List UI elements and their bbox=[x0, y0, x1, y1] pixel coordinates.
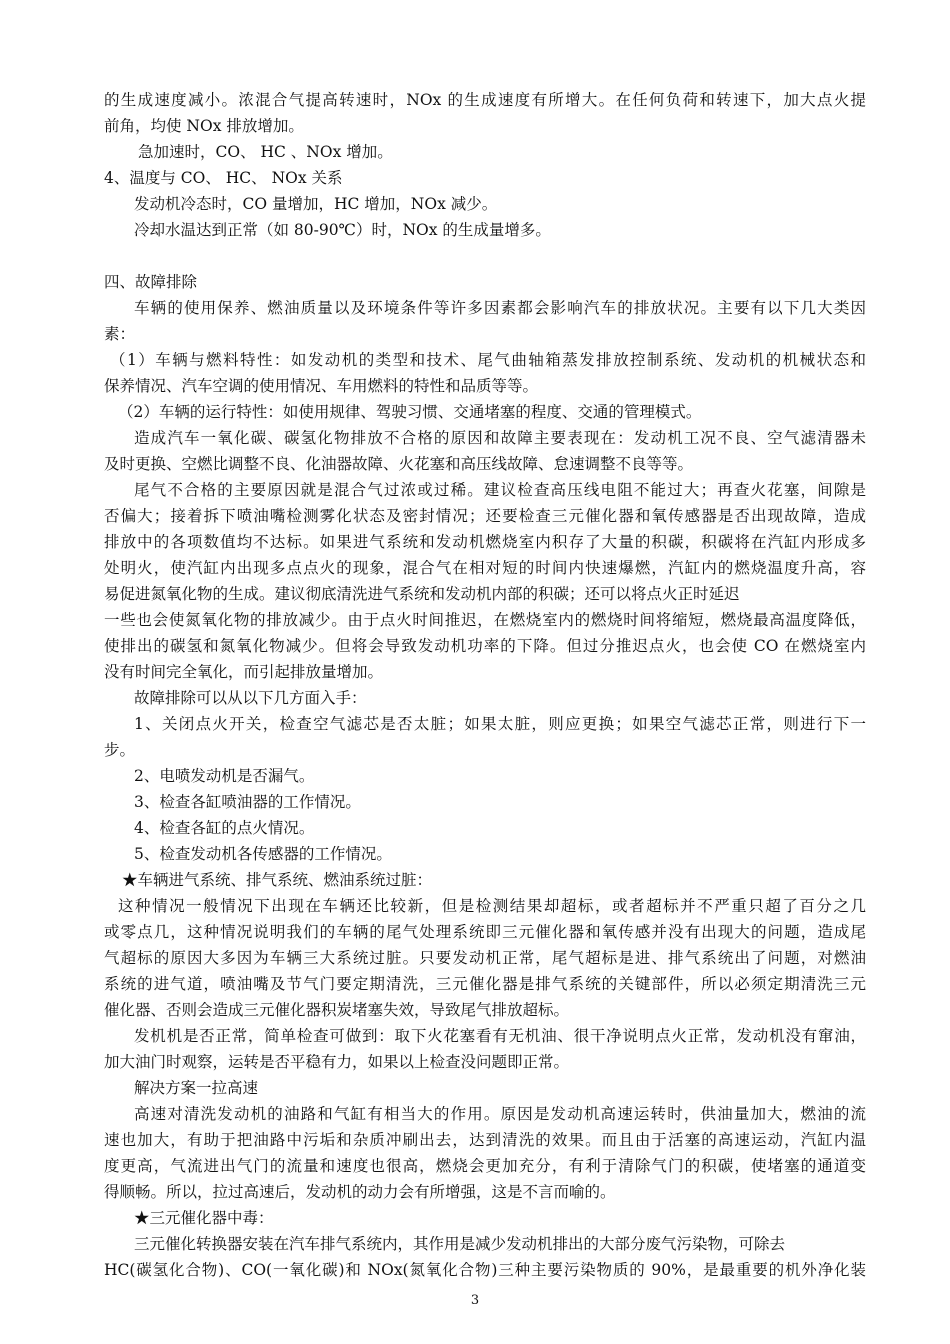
section-heading: 四、故障排除 bbox=[104, 273, 198, 291]
text-line: 急加速时，CO、 HC 、NOx 增加。 bbox=[138, 143, 393, 161]
list-item: 3、检查各缸喷油器的工作情况。 bbox=[134, 793, 361, 811]
text-line: （1）车辆与燃料特性：如发动机的类型和技术、尾气曲轴箱蒸发排放控制系统、发动机的机械状态和 bbox=[110, 351, 866, 369]
section-heading: ★车辆进气系统、排气系统、燃油系统过脏： bbox=[122, 871, 433, 889]
text-line: 尾气不合格的主要原因就是混合气过浓或过稀。建议检查高压线电阻不能过大；再查火花塞，间隙是 bbox=[134, 481, 866, 499]
text-line: 的生成速度减小。浓混合气提高转速时，NOx 的生成速度有所增大。在任何负荷和转速下，加大点火提 bbox=[104, 91, 866, 109]
list-item: 4、检查各缸的点火情况。 bbox=[134, 819, 315, 837]
text-line: 及时更换、空燃比调整不良、化油器故障、火花塞和高压线故障、怠速调整不良等等。 bbox=[104, 455, 694, 473]
text-line: 使排出的碳氢和氮氧化物减少。但将会导致发动机功率的下降。但过分推迟点火，也会使 CO 在燃烧室内 bbox=[104, 637, 866, 655]
text-line: 三元催化转换器安装在汽车排气系统内，其作用是减少发动机排出的大部分废气污染物，可除去 bbox=[134, 1235, 786, 1253]
text-line: 步。 bbox=[104, 741, 136, 759]
text-line: 催化器、否则会造成三元催化器积炭堵塞失效，导致尾气排放超标。 bbox=[104, 1001, 570, 1019]
text-line: 加大油门时观察，运转是否平稳有力，如果以上检查没问题即正常。 bbox=[104, 1053, 570, 1071]
text-line: 车辆的使用保养、燃油质量以及环境条件等许多因素都会影响汽车的排放状况。主要有以下几大类因 bbox=[134, 299, 866, 317]
text-line: （2）车辆的运行特性：如使用规律、驾驶习惯、交通堵塞的程度、交通的管理模式。 bbox=[118, 403, 702, 421]
text-line: 故障排除可以从以下几方面入手： bbox=[134, 689, 367, 707]
text-line: 或零点几，这种情况说明我们的车辆的尾气处理系统即三元催化器和氧传感并没有出现大的问题，造成尾 bbox=[104, 923, 866, 941]
text-line: 得顺畅。所以，拉过高速后，发动机的动力会有所增强，这是不言而喻的。 bbox=[104, 1183, 616, 1201]
text-line: 素： bbox=[104, 325, 136, 343]
list-item: 1、关闭点火开关，检查空气滤芯是否太脏；如果太脏，则应更换；如果空气滤芯正常，则进行下一 bbox=[134, 715, 866, 733]
text-line: 造成汽车一氧化碳、碳氢化物排放不合格的原因和故障主要表现在：发动机工况不良、空气滤清器未 bbox=[134, 429, 866, 447]
text-line: 度更高，气流进出气门的流量和速度也很高，燃烧会更加充分，有利于清除气门的积碳，使堵塞的通道变 bbox=[104, 1157, 866, 1175]
text-line: 排放中的各项数值均不达标。如果进气系统和发动机燃烧室内积存了大量的积碳，积碳将在汽缸内形成多 bbox=[104, 533, 866, 551]
text-line: HC(碳氢化合物)、CO(一氧化碳)和 NOx(氮氧化合物)三种主要污染物质的 90%，是最重要的机外净化装 bbox=[104, 1261, 866, 1279]
page-number: 3 bbox=[470, 1293, 480, 1308]
text-line: 高速对清洗发动机的油路和气缸有相当大的作用。原因是发动机高速运转时，供油量加大，燃油的流 bbox=[134, 1105, 866, 1123]
text-line: 系统的进气道，喷油嘴及节气门要定期清洗，三元催化器是排气系统的关键部件，所以必须定期清洗三元 bbox=[104, 975, 866, 993]
text-line: 发机机是否正常，简单检查可做到：取下火花塞看有无机油、很干净说明点火正常，发动机没有窜油， bbox=[134, 1027, 866, 1045]
text-line: 没有时间完全氧化，而引起排放量增加。 bbox=[104, 663, 384, 681]
text-line: 气超标的原因大多因为车辆三大系统过脏。只要发动机正常，尾气超标是进、排气系统出了问题，对燃油 bbox=[104, 949, 866, 967]
text-line: 一些也会使氮氧化物的排放减少。由于点火时间推迟，在燃烧室内的燃烧时间将缩短，燃烧最高温度降低， bbox=[104, 611, 866, 629]
text-line: 处明火，使汽缸内出现多点点火的现象，混合气在相对短的时间内快速爆燃，汽缸内的燃烧温度升高，容 bbox=[104, 559, 866, 577]
text-line: 保养情况、汽车空调的使用情况、车用燃料的特性和品质等等。 bbox=[104, 377, 539, 395]
text-line: 冷却水温达到正常（如 80-90℃）时，NOx 的生成量增多。 bbox=[134, 221, 551, 239]
section-heading: ★三元催化器中毒： bbox=[134, 1209, 274, 1227]
section-heading: 解决方案一拉高速 bbox=[134, 1079, 259, 1097]
list-item: 5、检查发动机各传感器的工作情况。 bbox=[134, 845, 392, 863]
text-line: 前角，均使 NOx 排放增加。 bbox=[104, 117, 304, 135]
text-line: 速也加大，有助于把油路中污垢和杂质冲刷出去，达到清洗的效果。而且由于活塞的高速运动，汽缸内温 bbox=[104, 1131, 866, 1149]
text-line: 易促进氮氧化物的生成。建议彻底清洗进气系统和发动机内部的积碳；还可以将点火正时延迟 bbox=[104, 585, 740, 603]
text-line: 否偏大；接着拆下喷油嘴检测雾化状态及密封情况；还要检查三元催化器和氧传感器是否出现故障，造成 bbox=[104, 507, 866, 525]
text-line: 这种情况一般情况下出现在车辆还比较新，但是检测结果却超标，或者超标并不严重只超了百分之几 bbox=[118, 897, 866, 915]
text-line: 发动机冷态时，CO 量增加，HC 增加，NOx 减少。 bbox=[134, 195, 498, 213]
list-item: 2、电喷发动机是否漏气。 bbox=[134, 767, 315, 785]
section-heading: 4、温度与 CO、 HC、 NOx 关系 bbox=[104, 169, 343, 187]
